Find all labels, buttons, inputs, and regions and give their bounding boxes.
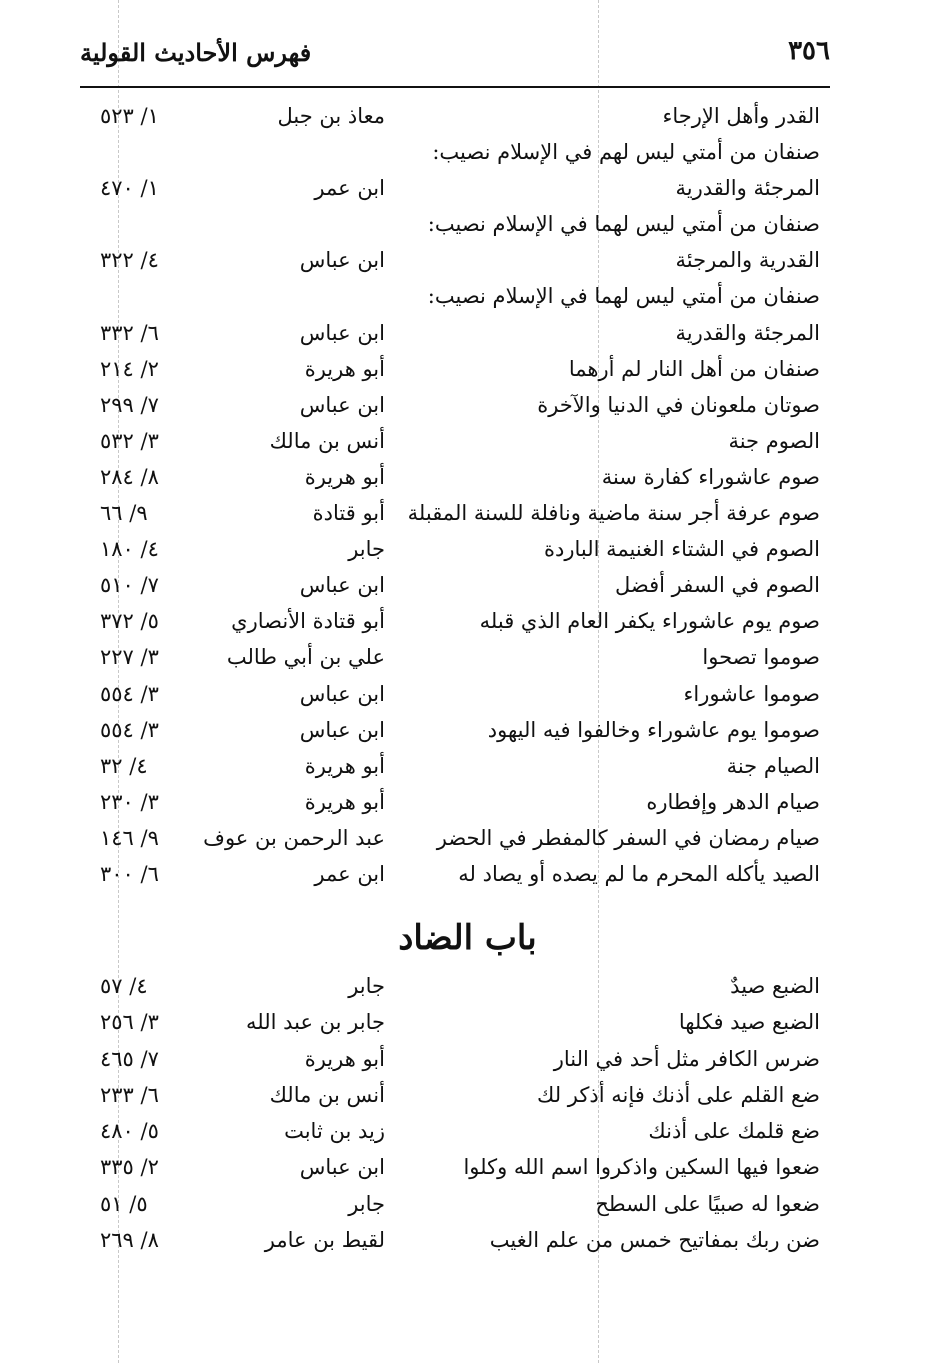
hadith-text: صنفان من أهل النار لم أرهما: [568, 356, 820, 381]
volume-page-ref: ٤/ ٥٧: [100, 974, 148, 998]
index-entry-row: [80, 1222, 820, 1258]
index-entry-row: [80, 1077, 820, 1113]
narrator-name: ابن عباس: [299, 320, 385, 345]
narrator-name: ابن عمر: [314, 176, 385, 201]
hadith-text: ضع قلمك على أذنك: [648, 1119, 820, 1144]
narrator-name: ابن عباس: [299, 681, 385, 706]
narrator-name: جابر بن عبد الله: [245, 1010, 385, 1035]
hadith-text: ضعوا فيها السكين واذكروا اسم الله وكلوا: [463, 1155, 820, 1180]
narrator-name: زيد بن ثابت: [284, 1119, 385, 1144]
volume-page-ref: ٣/ ٢٢٧: [100, 645, 159, 670]
hadith-text: الصيام جنة: [726, 753, 820, 778]
narrator-name: عبد الرحمن بن عوف: [203, 825, 385, 850]
narrator-name: أبو قتادة الأنصاري: [231, 609, 385, 634]
narrator-name: أنس بن مالك: [269, 1082, 385, 1107]
hadith-index-list: [80, 98, 820, 892]
index-entry-row: [80, 820, 820, 856]
volume-page-ref: ٢/ ٢١٤: [100, 356, 159, 381]
volume-page-ref: ٤/ ٣٢٢: [100, 248, 159, 273]
hadith-text: صوتان ملعونان في الدنيا والآخرة: [537, 392, 820, 417]
index-entry-row: [80, 242, 820, 278]
index-entry-row: [80, 784, 820, 820]
index-entry-row: [80, 278, 820, 314]
volume-page-ref: ٣/ ٢٣٠: [100, 789, 159, 814]
hadith-text: صوموا يوم عاشوراء وخالفوا فيه اليهود: [487, 717, 820, 742]
index-entry-row: [80, 712, 820, 748]
hadith-text: ضرس الكافر مثل أحد في النار: [553, 1046, 820, 1071]
volume-page-ref: ٥/ ٥١: [100, 1191, 148, 1216]
page-header: [80, 30, 830, 88]
narrator-name: أبو هريرة: [304, 789, 385, 814]
hadith-text: صنفان من أمتي ليس لهما في الإسلام نصيب:: [427, 212, 820, 237]
running-title: فهرس الأحاديث القولية: [80, 38, 312, 67]
narrator-name: أنس بن مالك: [269, 428, 385, 453]
narrator-name: جابر: [348, 537, 385, 562]
volume-page-ref: ٤/ ١٨٠: [100, 537, 159, 562]
index-entry-row: [80, 423, 820, 459]
hadith-text: صوم عاشوراء كفارة سنة: [601, 464, 820, 489]
hadith-text: صوموا تصحوا: [702, 645, 820, 670]
volume-page-ref: ٦/ ٣٠٠: [100, 861, 159, 886]
narrator-name: ابن عباس: [299, 573, 385, 598]
volume-page-ref: ٦/ ٣٣٢: [100, 320, 159, 345]
volume-page-ref: ٣/ ٥٥٤: [100, 717, 159, 742]
hadith-text: ضع القلم على أذنك فإنه أذكر لك: [537, 1082, 820, 1107]
hadith-text: المرجئة والقدرية: [675, 320, 820, 345]
volume-page-ref: ٥/ ٣٧٢: [100, 609, 159, 634]
index-entry-row: [80, 676, 820, 712]
index-entry-row: [80, 98, 820, 134]
volume-page-ref: ٩/ ٦٦: [100, 501, 148, 526]
volume-page-ref: ١/ ٥٢٣: [100, 104, 159, 128]
volume-page-ref: ٣/ ٥٣٢: [100, 428, 159, 453]
index-entry-row: [80, 1186, 820, 1222]
index-entry-row: [80, 134, 820, 170]
index-entry-row: [80, 495, 820, 531]
index-entry-row: [80, 315, 820, 351]
index-entry-row: [80, 856, 820, 892]
narrator-name: معاذ بن جبل: [277, 104, 385, 128]
narrator-name: جابر: [348, 1191, 385, 1216]
index-entry-row: [80, 1149, 820, 1185]
volume-page-ref: ٥/ ٤٨٠: [100, 1119, 159, 1144]
hadith-text: الصوم في السفر أفضل: [614, 573, 820, 598]
volume-page-ref: ٤/ ٣٢: [100, 753, 148, 778]
hadith-text: القدرية والمرجئة: [675, 248, 820, 273]
index-entry-row: [80, 1041, 820, 1077]
hadith-text: الصيد يأكله المحرم ما لم يصده أو يصاد له: [458, 861, 820, 886]
volume-page-ref: ٨/ ٢٨٤: [100, 464, 159, 489]
index-entry-row: [80, 603, 820, 639]
hadith-text: صنفان من أمتي ليس لهم في الإسلام نصيب:: [432, 140, 820, 165]
volume-page-ref: ٦/ ٢٣٣: [100, 1082, 159, 1107]
volume-page-ref: ٣/ ٢٥٦: [100, 1010, 159, 1035]
volume-page-ref: ٨/ ٢٦٩: [100, 1228, 159, 1253]
hadith-text: صوم يوم عاشوراء يكفر العام الذي قبله: [479, 609, 820, 634]
volume-page-ref: ٧/ ٥١٠: [100, 573, 159, 598]
narrator-name: جابر: [348, 974, 385, 998]
index-entry-row: [80, 206, 820, 242]
hadith-text: صيام الدهر وإفطاره: [646, 789, 820, 814]
volume-page-ref: ٣/ ٥٥٤: [100, 681, 159, 706]
hadith-text: المرجئة والقدرية: [675, 176, 820, 201]
volume-page-ref: ٧/ ٢٩٩: [100, 392, 159, 417]
narrator-name: أبو هريرة: [304, 356, 385, 381]
hadith-text: الصوم في الشتاء الغنيمة الباردة: [543, 537, 820, 562]
hadith-text: الصوم جنة: [728, 428, 820, 453]
volume-page-ref: ٩/ ١٤٦: [100, 825, 159, 850]
volume-page-ref: ٢/ ٣٣٥: [100, 1155, 159, 1180]
index-entry-row: [80, 567, 820, 603]
narrator-name: أبو هريرة: [304, 464, 385, 489]
narrator-name: ابن عمر: [314, 861, 385, 886]
index-entry-row: [80, 968, 820, 1004]
index-entry-row: [80, 351, 820, 387]
hadith-text: صوموا عاشوراء: [683, 681, 820, 706]
volume-page-ref: ٧/ ٤٦٥: [100, 1046, 159, 1071]
hadith-text: صنفان من أمتي ليس لهما في الإسلام نصيب:: [427, 284, 820, 309]
narrator-name: أبو هريرة: [304, 1046, 385, 1071]
narrator-name: ابن عباس: [299, 717, 385, 742]
volume-page-ref: ١/ ٤٧٠: [100, 176, 159, 201]
hadith-text: الضبع صيد فكلها: [678, 1010, 820, 1035]
narrator-name: ابن عباس: [299, 392, 385, 417]
index-entry-row: [80, 170, 820, 206]
index-entry-row: [80, 387, 820, 423]
hadith-text: ضعوا له صبيًا على السطح: [595, 1191, 820, 1216]
narrator-name: ابن عباس: [299, 1155, 385, 1180]
index-entry-row: [80, 1004, 820, 1040]
hadith-text: صوم عرفة أجر سنة ماضية ونافلة للسنة المقبلة: [407, 501, 820, 526]
section-heading: باب الضاد: [398, 918, 537, 958]
page-number: ٣٥٦: [788, 36, 830, 66]
narrator-name: ابن عباس: [299, 248, 385, 273]
index-entry-row: [80, 531, 820, 567]
index-entry-row: [80, 748, 820, 784]
index-entry-row: [80, 459, 820, 495]
index-entry-row: [80, 639, 820, 675]
hadith-text: ضن ربك بمفاتيح خمس من علم الغيب: [489, 1228, 820, 1253]
hadith-index-list-dad: [80, 968, 820, 1258]
narrator-name: لقيط بن عامر: [264, 1228, 385, 1253]
hadith-text: الضبع صيدٌ: [730, 974, 820, 998]
narrator-name: أبو هريرة: [304, 753, 385, 778]
index-entry-row: [80, 1113, 820, 1149]
narrator-name: علي بن أبي طالب: [226, 645, 385, 670]
hadith-text: القدر وأهل الإرجاء: [662, 104, 820, 128]
narrator-name: أبو قتادة: [312, 501, 385, 526]
hadith-text: صيام رمضان في السفر كالمفطر في الحضر: [436, 825, 820, 850]
